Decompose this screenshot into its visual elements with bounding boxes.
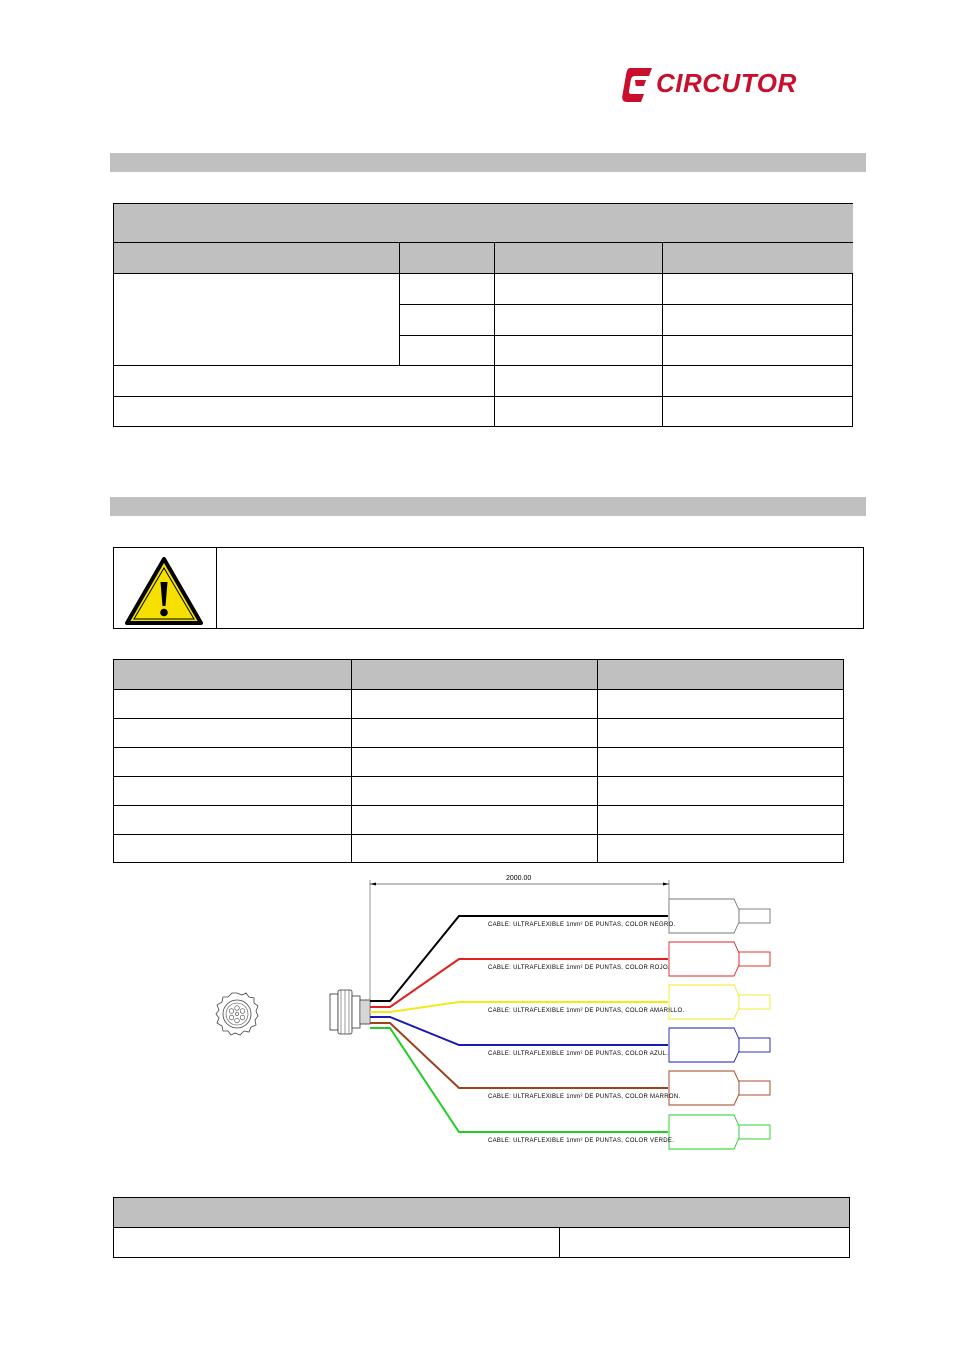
wiring-table-cell — [352, 806, 598, 835]
wiring-table-cell — [114, 748, 352, 777]
specs-table — [113, 203, 853, 427]
connector-side-view — [330, 990, 370, 1034]
brand-name: CIRCUTOR — [656, 68, 797, 98]
connector-front-view — [216, 993, 258, 1035]
specs-table-cell — [400, 274, 495, 305]
wiring-table-cell — [352, 748, 598, 777]
cable-label: CABLE: ULTRAFLEXIBLE 1mm² DE PUNTAS, COLOR VERDE. — [488, 1138, 675, 1144]
warning-icon — [124, 556, 204, 626]
specs-table-cell — [663, 336, 853, 366]
specs-table-header-cell — [663, 243, 853, 274]
wiring-table-cell — [114, 777, 352, 806]
cable-label: CABLE: ULTRAFLEXIBLE 1mm² DE PUNTAS, COLOR AZUL. — [488, 1051, 669, 1057]
wiring-table-cell — [598, 806, 843, 835]
wiring-table-cell — [598, 835, 843, 862]
cable-terminal — [669, 942, 770, 976]
cable-label: CABLE: ULTRAFLEXIBLE 1mm² DE PUNTAS, COLOR MARRON. — [488, 1094, 681, 1100]
wiring-table-cell — [598, 719, 843, 748]
wiring-table-cell — [352, 690, 598, 719]
wiring-table-cell — [114, 719, 352, 748]
wiring-table-header-cell — [352, 660, 598, 690]
specs-table-title-row — [114, 204, 853, 243]
specs-table-header-cell — [400, 243, 495, 274]
cable-label: CABLE: ULTRAFLEXIBLE 1mm² DE PUNTAS, COLOR NEGRO. — [488, 922, 676, 928]
section-bar-1 — [110, 153, 866, 172]
cable-label: CABLE: ULTRAFLEXIBLE 1mm² DE PUNTAS, COLOR ROJO. — [488, 965, 670, 971]
specs-table-cell — [114, 397, 495, 426]
specs-table-cell — [663, 366, 853, 397]
specs-table-merged-cell — [114, 274, 400, 366]
dimension-value: 2000.00 — [506, 875, 532, 882]
specs-table-header-cell — [495, 243, 663, 274]
cable-wire — [370, 1028, 668, 1132]
cable-drawing — [200, 868, 800, 1158]
wiring-table-cell — [598, 777, 843, 806]
cable-terminal — [669, 1071, 770, 1105]
specs-table-header-cell — [114, 243, 400, 274]
wiring-table-cell — [598, 690, 843, 719]
specs-table-cell — [663, 305, 853, 336]
cable-terminal — [669, 899, 770, 933]
circutor-logo-icon — [622, 66, 656, 104]
wiring-table-cell — [352, 777, 598, 806]
cable-terminal — [669, 1115, 770, 1149]
specs-table-cell — [495, 397, 663, 426]
section-bar-2 — [110, 497, 866, 516]
specs-table-cell — [495, 274, 663, 305]
wiring-table-cell — [352, 835, 598, 862]
circutor-logo — [622, 66, 798, 104]
bottom-table-header-row — [114, 1198, 849, 1228]
specs-table-cell — [495, 305, 663, 336]
wiring-table-cell — [352, 719, 598, 748]
warning-box — [113, 547, 864, 629]
cable-label: CABLE: ULTRAFLEXIBLE 1mm² DE PUNTAS, COLOR AMARILLO. — [488, 1008, 685, 1014]
bottom-table — [113, 1197, 850, 1258]
specs-table-cell — [663, 397, 853, 426]
specs-table-cell — [400, 305, 495, 336]
wiring-table-header-cell — [114, 660, 352, 690]
cable-terminal — [669, 1028, 770, 1062]
wiring-table-cell — [114, 690, 352, 719]
specs-table-cell — [114, 366, 495, 397]
wiring-table-cell — [598, 748, 843, 777]
specs-table-cell — [400, 336, 495, 366]
specs-table-cell — [495, 366, 663, 397]
bottom-table-cell — [560, 1228, 849, 1257]
wiring-table-cell — [114, 806, 352, 835]
cable-wire — [370, 1017, 668, 1045]
wiring-table-header-cell — [598, 660, 843, 690]
wiring-table — [113, 659, 844, 863]
specs-table-cell — [663, 274, 853, 305]
wiring-table-cell — [114, 835, 352, 862]
specs-table-cell — [495, 336, 663, 366]
bottom-table-cell — [114, 1228, 560, 1257]
